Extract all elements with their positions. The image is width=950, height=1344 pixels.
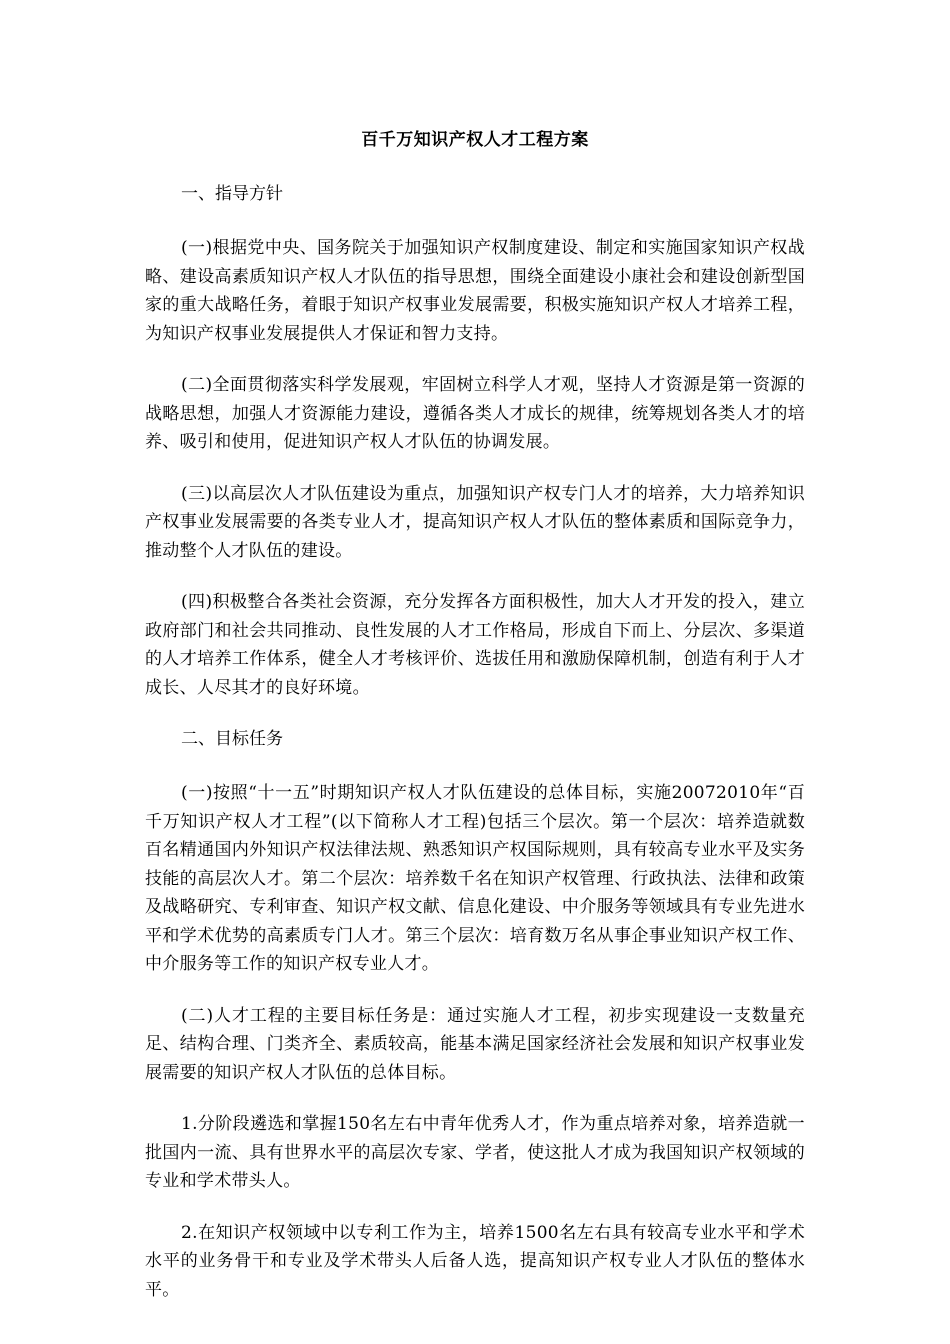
paragraph: (一)根据党中央、国务院关于加强知识产权制度建设、制定和实施国家知识产权战略、建设高素质知识产权人才队伍的指导思想，围绕全面建设小康社会和建设创新型国家的重大战略任务，着眼于知识产权事业发展需要，积极实施知识产权人才培养工程，为知识产权事业发展提供人才保证和智力支持。 (145, 238, 805, 344)
section-heading-goals-tasks: 二、目标任务 (181, 729, 283, 749)
document-title: 百千万知识产权人才工程方案 (361, 130, 589, 150)
paragraph: (四)积极整合各类社会资源，充分发挥各方面积极性，加大人才开发的投入，建立政府部门和社会共同推动、良性发展的人才工作格局，形成自下而上、分层次、多渠道的人才培养工作体系，健全人才考核评价、选拔任用和激励保障机制，创造有利于人才成长、人尽其才的良好环境。 (145, 592, 805, 698)
paragraph: 1.分阶段遴选和掌握150名左右中青年优秀人才，作为重点培养对象，培养造就一批国内一流、具有世界水平的高层次专家、学者，使这批人才成为我国知识产权领域的专业和学术带头人。 (145, 1114, 805, 1191)
paragraph: 2.在知识产权领域中以专利工作为主，培养1500名左右具有较高专业水平和学术水平的业务骨干和专业及学术带头人后备人选，提高知识产权专业人才队伍的整体水平。 (145, 1222, 805, 1300)
paragraph: (一)按照“十一五”时期知识产权人才队伍建设的总体目标，实施20072010年“百千万知识产权人才工程”(以下简称人才工程)包括三个层次。第一个层次：培养造就数百名精通国内外知识产权法律法规、熟悉知识产权国际规则，具有较高专业水平及实务技能的高层次人才。第二个层次：培养数千名在知识产权管理、行政执法、法律和政策及战略研究、专利审查、知识产权文献、信息化建设、中介服务等领域具有专业先进水平和学术优势的高素质专门人才。第三个层次：培育数万名从事企事业知识产权工作、中介服务等工作的知识产权专业人才。 (145, 783, 805, 974)
paragraph: (二)人才工程的主要目标任务是：通过实施人才工程，初步实现建设一支数量充足、结构合理、门类齐全、素质较高，能基本满足国家经济社会发展和知识产权事业发展需要的知识产权人才队伍的总体目标。 (145, 1005, 805, 1083)
paragraph: (三)以高层次人才队伍建设为重点，加强知识产权专门人才的培养，大力培养知识产权事业发展需要的各类专业人才，提高知识产权人才队伍的整体素质和国际竞争力，推动整个人才队伍的建设。 (145, 483, 805, 561)
paragraph: (二)全面贯彻落实科学发展观，牢固树立科学人才观，坚持人才资源是第一资源的战略思想，加强人才资源能力建设，遵循各类人才成长的规律，统筹规划各类人才的培养、吸引和使用，促进知识产权人才队伍的协调发展。 (145, 375, 805, 452)
section-heading-guiding-principles: 一、指导方针 (181, 184, 283, 204)
